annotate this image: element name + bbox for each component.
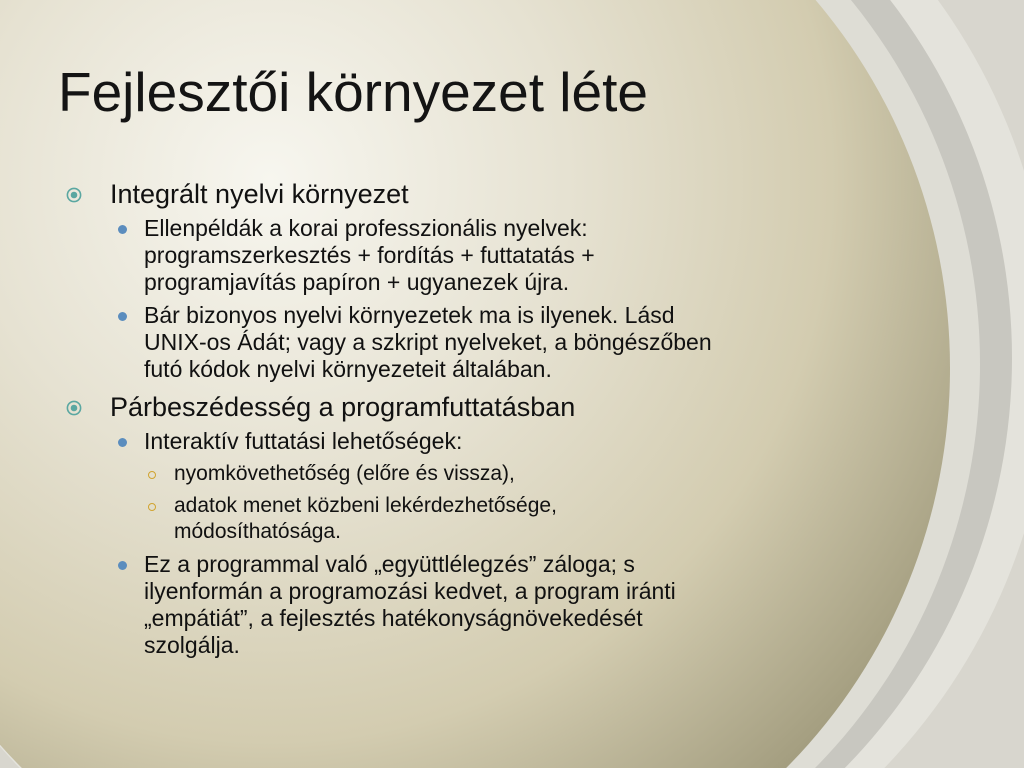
subbullet-some-environments — [60, 302, 860, 383]
hollow-circle-icon — [148, 471, 156, 479]
subbullet-counterexamples — [60, 215, 860, 296]
subsubbullet-line: módosíthatósága. — [174, 520, 341, 543]
subbullet-co-breathing — [60, 551, 860, 659]
subbullet-line: Ellenpéldák a korai professzionális nyelvek: — [144, 215, 588, 241]
subbullet-line: szolgálja. — [144, 632, 240, 658]
circled-dot-icon — [66, 187, 82, 203]
circled-dot-icon — [66, 400, 82, 416]
filled-dot-icon — [118, 438, 127, 447]
hollow-circle-icon — [148, 503, 156, 511]
filled-dot-icon — [118, 561, 127, 570]
subsubbullet-tracing — [60, 461, 860, 487]
subsubbullet-line: adatok menet közbeni lekérdezhetősége, — [174, 494, 557, 517]
subbullet-line: UNIX-os Ádát; vagy a szkript nyelveket, a böngészőben — [144, 329, 712, 355]
bullet-interactivity — [60, 391, 860, 424]
bullet-integrated-environment — [60, 178, 860, 211]
bullet-text: Párbeszédesség a programfuttatásban — [110, 392, 576, 422]
subsubbullet-data-query — [60, 493, 860, 545]
subbullet-line: „empátiát”, a fejlesztés hatékonyságnövekedését — [144, 605, 643, 631]
bullet-text: Integrált nyelvi környezet — [110, 179, 409, 209]
subbullet-line: futó kódok nyelvi környezeteit általában. — [144, 356, 552, 382]
slide-content — [60, 178, 860, 659]
subbullet-line: Ez a programmal való „együttlélegzés” záloga; s — [144, 551, 635, 577]
subbullet-line: Bár bizonyos nyelvi környezetek ma is ilyenek. Lásd — [144, 302, 675, 328]
filled-dot-icon — [118, 312, 127, 321]
subbullet-line: ilyenformán a programozási kedvet, a program iránti — [144, 578, 676, 604]
subbullet-line: programszerkesztés + fordítás + futtatatás + — [144, 242, 595, 268]
subbullet-line: programjavítás papíron + ugyanezek újra. — [144, 269, 570, 295]
subsubbullet-line: nyomkövethetőség (előre és vissza), — [174, 462, 515, 485]
slide-title: Fejlesztői környezet léte — [58, 61, 648, 123]
subbullet-interactive-run — [60, 428, 860, 455]
subbullet-line: Interaktív futtatási lehetőségek: — [144, 428, 463, 454]
filled-dot-icon — [118, 225, 127, 234]
